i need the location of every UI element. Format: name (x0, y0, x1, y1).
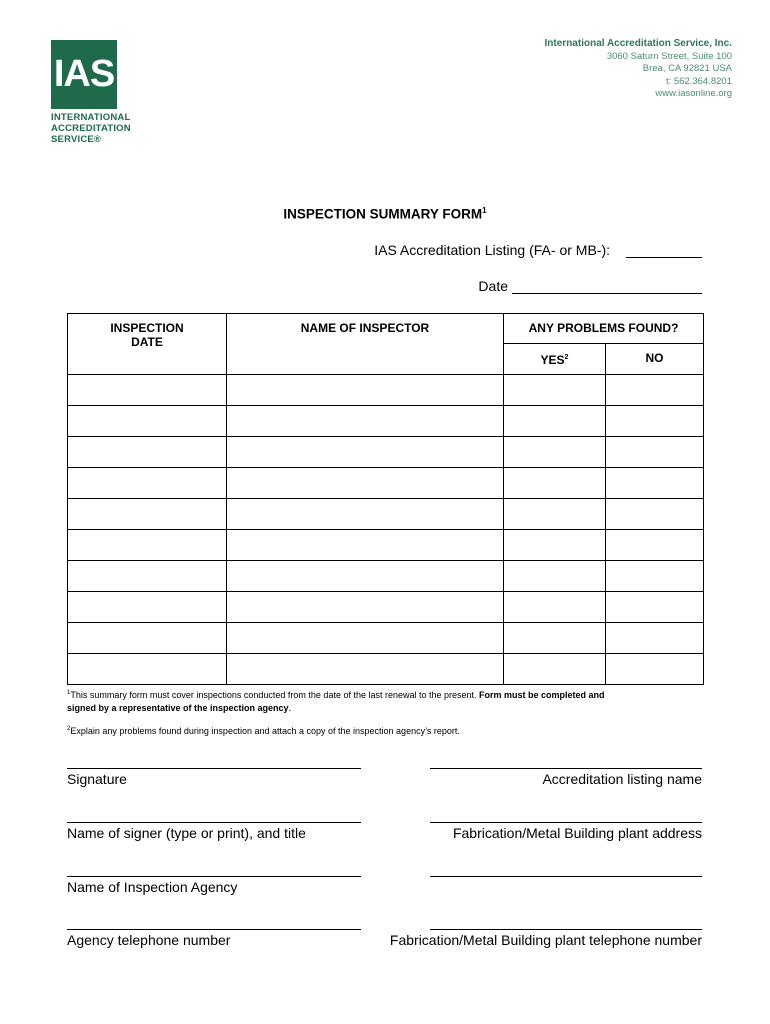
footnote-1-bold-a: Form must be completed and (479, 690, 605, 700)
cell-yes[interactable] (504, 623, 606, 654)
header-yes-label: YES (540, 353, 565, 367)
footnote-1-marker: 1 (67, 690, 71, 696)
logo-mark: IAS (53, 53, 115, 95)
cell-yes[interactable] (504, 406, 606, 437)
logo-wordmark (51, 112, 141, 145)
cell-yes[interactable] (504, 530, 606, 561)
table-row (68, 623, 704, 654)
header-inspector: NAME OF INSPECTOR (227, 314, 504, 375)
cell-inspector[interactable] (227, 375, 504, 406)
cell-no[interactable] (606, 406, 704, 437)
cell-inspection-date[interactable] (68, 654, 227, 685)
footnote-1-bold-b: signed by a representative of the inspection agency (67, 703, 289, 713)
cell-yes[interactable] (504, 592, 606, 623)
footnote-2 (67, 723, 707, 738)
signer-label: Name of signer (type or print), and title (67, 825, 306, 841)
cell-yes[interactable] (504, 375, 606, 406)
cell-inspector[interactable] (227, 437, 504, 468)
logo-line: INTERNATIONAL (51, 112, 131, 123)
cell-yes[interactable] (504, 561, 606, 592)
org-contact-block (545, 38, 732, 101)
logo-line: SERVICE® (51, 134, 102, 145)
org-address-2: Brea, CA 92821 USA (642, 63, 732, 74)
header-inspection-date-line-1: INSPECTION (110, 321, 184, 335)
org-name: International Accreditation Service, Inc. (544, 38, 732, 49)
logo-line: ACCREDITATION (51, 123, 131, 134)
cell-no[interactable] (606, 375, 704, 406)
cell-yes[interactable] (504, 468, 606, 499)
listing-field[interactable] (626, 243, 702, 258)
table-row (68, 561, 704, 592)
listing-label: IAS Accreditation Listing (FA- or MB-): (374, 242, 610, 258)
footnote-2-text: Explain any problems found during inspection and attach a copy of the inspection agency’s report. (70, 726, 460, 736)
cell-inspection-date[interactable] (68, 468, 227, 499)
signature-label: Signature (67, 771, 127, 787)
header-problems: ANY PROBLEMS FOUND? (504, 314, 704, 344)
org-phone: t: 562.364.8201 (665, 75, 732, 87)
cell-inspector[interactable] (227, 530, 504, 561)
cell-inspection-date[interactable] (68, 406, 227, 437)
header-inspection-date (68, 314, 227, 375)
footnote-1-text: This summary form must cover inspections conducted from the date of the last renewal to the present. (70, 690, 480, 700)
agency-label: Name of Inspection Agency (67, 879, 238, 895)
cell-inspection-date[interactable] (68, 530, 227, 561)
cell-inspector[interactable] (227, 654, 504, 685)
agency-line[interactable] (67, 876, 361, 877)
cell-inspector[interactable] (227, 406, 504, 437)
footnote-1-end: . (288, 703, 292, 713)
cell-inspection-date[interactable] (68, 623, 227, 654)
listing-name-line[interactable] (430, 768, 702, 769)
org-address-1: 3060 Saturn Street, Suite 100 (606, 50, 732, 62)
header-inspection-date-line-2: DATE (131, 335, 163, 349)
cell-no[interactable] (606, 468, 704, 499)
cell-no[interactable] (606, 592, 704, 623)
cell-inspection-date[interactable] (68, 499, 227, 530)
cell-no[interactable] (606, 623, 704, 654)
table-row (68, 375, 704, 406)
table-row (68, 437, 704, 468)
cell-no[interactable] (606, 530, 704, 561)
cell-inspector[interactable] (227, 561, 504, 592)
table-row (68, 530, 704, 561)
table-row (68, 468, 704, 499)
listing-name-label: Accreditation listing name (542, 771, 702, 787)
cell-yes[interactable] (504, 654, 606, 685)
cell-inspection-date[interactable] (68, 561, 227, 592)
form-title (0, 206, 770, 222)
cell-no[interactable] (606, 499, 704, 530)
table-body (68, 375, 704, 685)
form-title-text: INSPECTION SUMMARY FORM (283, 206, 483, 222)
ias-logo (51, 40, 117, 109)
table-row (68, 654, 704, 685)
form-title-footnote-marker: 1 (482, 206, 487, 215)
plant-address-line[interactable] (430, 822, 702, 823)
header-no: NO (606, 344, 704, 375)
cell-inspection-date[interactable] (68, 437, 227, 468)
table-row (68, 406, 704, 437)
cell-yes[interactable] (504, 437, 606, 468)
cell-inspection-date[interactable] (68, 592, 227, 623)
cell-no[interactable] (606, 561, 704, 592)
header-yes (504, 344, 606, 375)
table-row (68, 499, 704, 530)
date-label: Date (478, 278, 508, 294)
listing-row (374, 242, 702, 258)
cell-inspection-date[interactable] (68, 375, 227, 406)
plant-address-label: Fabrication/Metal Building plant address (452, 825, 702, 841)
header-yes-footnote-marker: 2 (564, 354, 569, 361)
plant-extra-line[interactable] (430, 876, 702, 877)
org-website: www.iasonline.org (655, 88, 732, 99)
signer-line[interactable] (67, 822, 361, 823)
agency-phone-line[interactable] (67, 929, 361, 930)
cell-inspector[interactable] (227, 592, 504, 623)
date-field[interactable] (512, 279, 702, 294)
footnote-1 (67, 687, 707, 715)
cell-inspector[interactable] (227, 468, 504, 499)
cell-yes[interactable] (504, 499, 606, 530)
cell-inspector[interactable] (227, 623, 504, 654)
signature-line[interactable] (67, 768, 361, 769)
cell-no[interactable] (606, 437, 704, 468)
footnote-2-marker: 2 (67, 726, 71, 732)
inspection-table (67, 313, 704, 685)
date-row (478, 278, 702, 294)
table-row (68, 592, 704, 623)
plant-phone-label: Fabrication/Metal Building plant telephone number (389, 932, 702, 948)
cell-no[interactable] (606, 654, 704, 685)
cell-inspector[interactable] (227, 499, 504, 530)
agency-phone-label: Agency telephone number (67, 932, 231, 948)
plant-phone-line[interactable] (430, 929, 702, 930)
